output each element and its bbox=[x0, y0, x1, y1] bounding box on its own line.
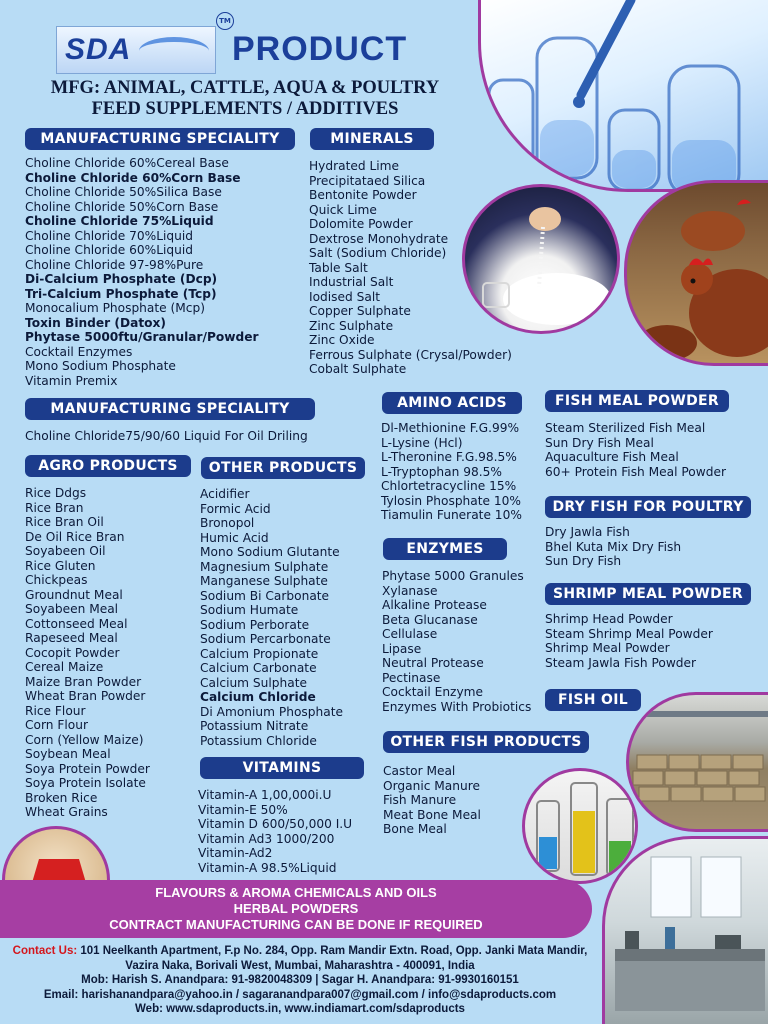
list-item: Rice Bran bbox=[25, 500, 84, 515]
list-item: Magnesium Sulphate bbox=[200, 559, 329, 574]
list-item: Maize Bran Powder bbox=[25, 674, 142, 689]
list-item: Vitamin-A 1,00,000i.U bbox=[198, 788, 332, 802]
dry-fish-header: DRY FISH FOR POULTRY bbox=[545, 496, 751, 518]
list-item: Dolomite Powder bbox=[309, 217, 413, 231]
lab-beakers-image bbox=[522, 768, 638, 884]
warehouse-image bbox=[626, 692, 768, 832]
contact-mobile: Mob: Harish S. Anandpara: 91-9820048309 | Sagar H. Anandpara: 91-9930160151 bbox=[81, 974, 519, 986]
list-item: Copper Sulphate bbox=[309, 304, 411, 318]
list-item: Choline Chloride 50%Silica Base bbox=[25, 185, 222, 199]
list-item: Chlortetracycline 15% bbox=[381, 479, 517, 493]
list-item: Lipase bbox=[382, 641, 422, 656]
list-item: Vitamin D 600/50,000 I.U bbox=[198, 817, 353, 831]
amino-acids-header: AMINO ACIDS bbox=[382, 392, 522, 414]
list-item: Calcium Chloride bbox=[200, 690, 316, 704]
list-item: Groundnut Meal bbox=[25, 587, 123, 602]
minerals-header: MINERALS bbox=[310, 128, 434, 150]
sda-logo bbox=[56, 26, 216, 74]
contact-email[interactable]: Email: harishanandpara@yahoo.in / sagaranandpara007@gmail.com / info@sdaproducts.com bbox=[43, 988, 557, 1001]
page-title: PRODUCT bbox=[232, 30, 408, 68]
list-item: Pectinase bbox=[382, 670, 441, 685]
list-item: Choline Chloride 60%Cereal Base bbox=[25, 156, 229, 170]
other-products-list bbox=[200, 487, 343, 748]
trademark-symbol: TM bbox=[216, 12, 234, 30]
enzymes-header: ENZYMES bbox=[383, 538, 507, 560]
list-item: Vitamin Premix bbox=[25, 373, 118, 388]
manufacturing-speciality-2-list bbox=[25, 429, 308, 444]
list-item: L-Tryptophan 98.5% bbox=[381, 464, 502, 479]
manufacturing-speciality-header: MANUFACTURING SPECIALITY bbox=[25, 128, 295, 150]
logo-text: SDA bbox=[65, 33, 132, 66]
list-item: Shrimp Meal Powder bbox=[545, 641, 670, 655]
banner-line-3: CONTRACT MANUFACTURING CAN BE DONE IF REQUIRED bbox=[109, 917, 483, 932]
list-item: Cellulase bbox=[382, 627, 438, 641]
list-item: Shrimp Head Powder bbox=[545, 612, 673, 626]
list-item: Chickpeas bbox=[25, 573, 88, 587]
subtitle-line-1: MFG: ANIMAL, CATTLE, AQUA & POULTRY bbox=[50, 78, 440, 98]
amino-acids-list bbox=[381, 421, 522, 523]
manufacturing-speciality-2-header: MANUFACTURING SPECIALITY bbox=[25, 398, 315, 420]
list-item: Vitamin-E 50% bbox=[198, 802, 288, 817]
contact-label: Contact Us: bbox=[12, 945, 78, 957]
list-item: Wheat Grains bbox=[25, 805, 108, 819]
list-item: Dextrose Monohydrate bbox=[309, 231, 449, 246]
list-item: Rice Gluten bbox=[25, 558, 96, 573]
list-item: Sodium Humate bbox=[200, 603, 299, 617]
list-item: Calcium Propionate bbox=[200, 646, 319, 661]
logo-swoosh bbox=[139, 37, 209, 65]
list-item: Salt (Sodium Chloride) bbox=[309, 246, 447, 260]
list-item: Quick Lime bbox=[309, 202, 377, 217]
list-item: Acidifier bbox=[200, 487, 250, 501]
list-item: L-Lysine (Hcl) bbox=[381, 435, 463, 450]
list-item: Soyabeen Oil bbox=[25, 544, 106, 558]
list-item: Potassium Nitrate bbox=[200, 719, 309, 733]
list-item: Precipitataed Silica bbox=[309, 173, 426, 188]
list-item: Industrial Salt bbox=[309, 275, 394, 289]
list-item: Choline Chloride 75%Liquid bbox=[25, 214, 214, 228]
list-item: Soya Protein Isolate bbox=[25, 776, 146, 790]
list-item: Mono Sodium Phosphate bbox=[25, 359, 176, 373]
list-item: Vitamin Ad3 1000/200 bbox=[198, 831, 335, 846]
list-item: Rapeseed Meal bbox=[25, 631, 118, 645]
list-item: Bronopol bbox=[200, 516, 255, 530]
list-item: Choline Chloride75/90/60 Liquid For Oil Driling bbox=[25, 429, 308, 443]
vitamins-list bbox=[198, 788, 352, 875]
list-item: Rice Ddgs bbox=[25, 486, 87, 500]
fish-meal-powder-header: FISH MEAL POWDER bbox=[545, 390, 729, 412]
list-item: Bhel Kuta Mix Dry Fish bbox=[545, 539, 682, 554]
lab-room-image bbox=[602, 836, 768, 1024]
list-item: Phytase 5000ftu/Granular/Powder bbox=[25, 330, 259, 344]
list-item: Broken Rice bbox=[25, 790, 98, 805]
list-item: Cocopit Powder bbox=[25, 645, 120, 660]
list-item: Sun Dry Fish Meal bbox=[545, 435, 654, 450]
list-item: Calcium Sulphate bbox=[200, 675, 307, 690]
other-products-header: OTHER PRODUCTS bbox=[201, 457, 365, 479]
list-item: Aquaculture Fish Meal bbox=[545, 450, 679, 464]
list-item: Steam Sterilized Fish Meal bbox=[545, 421, 706, 435]
contact-address-2: Vazira Naka, Borivali West, Mumbai, Maharashtra - 400091, India bbox=[125, 959, 475, 972]
list-item: Cottonseed Meal bbox=[25, 616, 128, 631]
list-item: Table Salt bbox=[309, 260, 368, 275]
list-item: Hydrated Lime bbox=[309, 159, 400, 173]
list-item: Organic Manure bbox=[383, 778, 480, 793]
list-item: 60+ Protein Fish Meal Powder bbox=[545, 464, 726, 479]
list-item: Corn (Yellow Maize) bbox=[25, 732, 144, 747]
contact-info bbox=[0, 944, 600, 1017]
list-item: Corn Flour bbox=[25, 718, 88, 732]
agro-products-list bbox=[25, 486, 150, 820]
list-item: Beta Glucanase bbox=[382, 612, 478, 627]
list-item: Enzymes With Probiotics bbox=[382, 699, 532, 714]
list-item: Mono Sodium Glutante bbox=[200, 545, 340, 559]
list-item: Castor Meal bbox=[383, 764, 456, 778]
list-item: Toxin Binder (Datox) bbox=[25, 315, 166, 330]
list-item: Potassium Chloride bbox=[200, 733, 317, 748]
list-item: Cocktail Enzyme bbox=[382, 685, 484, 699]
list-item: Di-Calcium Phosphate (Dcp) bbox=[25, 272, 218, 286]
list-item: Alkaline Protease bbox=[382, 598, 487, 612]
list-item: Tiamulin Funerate 10% bbox=[381, 508, 522, 522]
list-item: Choline Chloride 50%Corn Base bbox=[25, 199, 219, 214]
list-item: Sun Dry Fish bbox=[545, 554, 622, 568]
test-tubes-image bbox=[478, 0, 768, 192]
list-item: Vitamin-A 98.5%Liquid bbox=[198, 860, 337, 875]
subtitle bbox=[20, 78, 470, 120]
promo-banner bbox=[0, 880, 592, 938]
list-item: Soyabeen Meal bbox=[25, 602, 119, 616]
enzymes-list bbox=[382, 569, 531, 714]
list-item: Sodium Perborate bbox=[200, 617, 310, 632]
list-item: Rice Flour bbox=[25, 703, 86, 718]
list-item: Neutral Protease bbox=[382, 656, 484, 670]
list-item: De Oil Rice Bran bbox=[25, 529, 125, 544]
other-fish-products-list bbox=[383, 764, 481, 837]
subtitle-line-2: FEED SUPPLEMENTS / ADDITIVES bbox=[91, 99, 399, 119]
list-item: Dl-Methionine F.G.99% bbox=[381, 421, 520, 435]
list-item: Manganese Sulphate bbox=[200, 574, 328, 588]
list-item: Steam Shrimp Meal Powder bbox=[545, 626, 713, 641]
list-item: Ferrous Sulphate (Crysal/Powder) bbox=[309, 347, 512, 362]
list-item: L-Theronine F.G.98.5% bbox=[381, 450, 517, 464]
other-fish-products-header: OTHER FISH PRODUCTS bbox=[383, 731, 589, 753]
list-item: Formic Acid bbox=[200, 501, 271, 516]
minerals-list bbox=[309, 159, 512, 377]
list-item: Calcium Carbonate bbox=[200, 661, 317, 675]
list-item: Steam Jawla Fish Powder bbox=[545, 655, 697, 670]
poultry-image bbox=[624, 180, 768, 366]
list-item: Fish Manure bbox=[383, 793, 457, 807]
list-item: Dry Jawla Fish bbox=[545, 525, 630, 539]
agro-products-header: AGRO PRODUCTS bbox=[25, 455, 191, 477]
contact-address-1: 101 Neelkanth Apartment, F.p No. 284, Opp. Ram Mandir Extn. Road, Opp. Janki Mata Mandir, bbox=[80, 945, 588, 957]
shrimp-meal-header: SHRIMP MEAL POWDER bbox=[545, 583, 751, 605]
list-item: Choline Chloride 60%Liquid bbox=[25, 243, 193, 257]
list-item: Meat Bone Meal bbox=[383, 807, 481, 822]
fish-oil-header: FISH OIL bbox=[545, 689, 641, 711]
list-item: Soya Protein Powder bbox=[25, 761, 150, 776]
list-item: Bentonite Powder bbox=[309, 188, 417, 202]
fish-meal-powder-list bbox=[545, 421, 726, 479]
list-item: Vitamin-Ad2 bbox=[198, 846, 273, 860]
list-item: Cereal Maize bbox=[25, 660, 104, 674]
list-item: Tylosin Phosphate 10% bbox=[381, 493, 521, 508]
list-item: Iodised Salt bbox=[309, 289, 381, 304]
list-item: Choline Chloride 60%Corn Base bbox=[25, 170, 241, 185]
list-item: Humic Acid bbox=[200, 530, 269, 545]
list-item: Cocktail Enzymes bbox=[25, 344, 133, 359]
list-item: Xylanase bbox=[382, 583, 438, 598]
list-item: Soybean Meal bbox=[25, 747, 111, 761]
list-item: Zinc Sulphate bbox=[309, 318, 394, 333]
list-item: Choline Chloride 97-98%Pure bbox=[25, 257, 204, 272]
list-item: Monocalium Phosphate (Mcp) bbox=[25, 301, 205, 315]
list-item: Rice Bran Oil bbox=[25, 515, 104, 529]
contact-address-line-1 bbox=[0, 944, 600, 959]
list-item: Phytase 5000 Granules bbox=[382, 569, 524, 583]
contact-web[interactable]: Web: www.sdaproducts.in, www.indiamart.com/sdaproducts bbox=[135, 1003, 465, 1015]
vitamins-header: VITAMINS bbox=[200, 757, 364, 779]
manufacturing-speciality-list bbox=[25, 156, 259, 388]
list-item: Bone Meal bbox=[383, 822, 447, 836]
list-item: Sodium Bi Carbonate bbox=[200, 588, 330, 603]
list-item: Choline Chloride 70%Liquid bbox=[25, 228, 193, 243]
list-item: Sodium Percarbonate bbox=[200, 632, 331, 646]
list-item: Di Amonium Phosphate bbox=[200, 704, 343, 719]
list-item: Wheat Bran Powder bbox=[25, 689, 146, 703]
list-item: Cobalt Sulphate bbox=[309, 362, 407, 376]
banner-line-1: FLAVOURS & AROMA CHEMICALS AND OILS bbox=[155, 885, 437, 900]
shrimp-meal-list bbox=[545, 612, 713, 670]
banner-line-2: HERBAL POWDERS bbox=[233, 901, 359, 916]
list-item: Zinc Oxide bbox=[309, 333, 375, 347]
dry-fish-list bbox=[545, 525, 681, 569]
list-item: Tri-Calcium Phosphate (Tcp) bbox=[25, 286, 217, 301]
